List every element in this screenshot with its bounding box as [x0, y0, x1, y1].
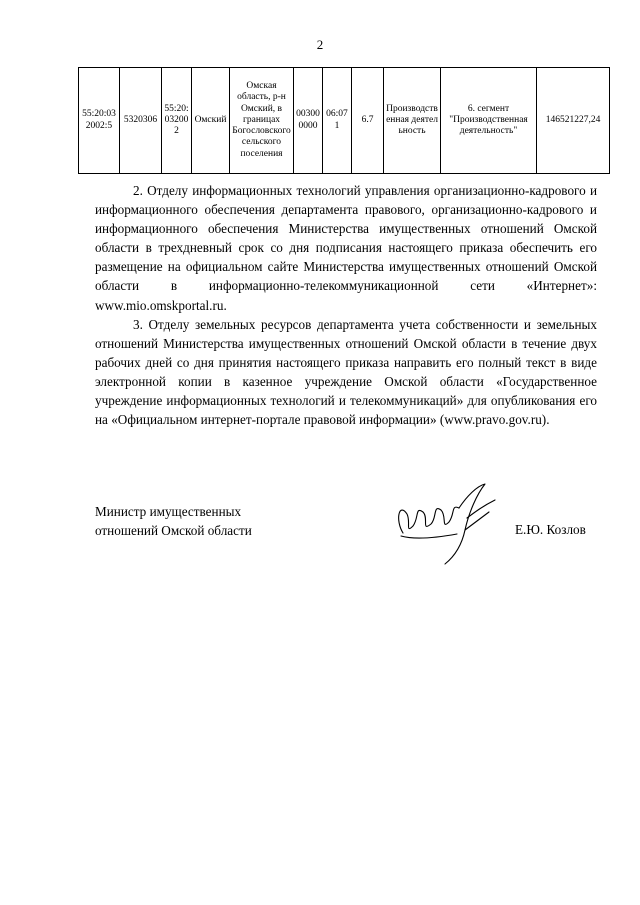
district-cell: Омский	[192, 68, 230, 174]
handwritten-signature-icon	[385, 478, 500, 568]
oktmo-cell: 003000000	[294, 68, 323, 174]
signer-position-line-2: отношений Омской области	[95, 523, 252, 538]
paragraph-2: 2. Отделу информационных технологий управления организационно-кадрового и информационного обеспечения департамента правового, организационно-кадрового и информационного обеспечения Министерства имущественных отношений Омской области в трехдневный срок со дня подписания настоящего приказа обеспечить его размещение на официальном сайте Министерства имущественных отношений Омской области в информационно-телекоммуникационной сети «Интернет»: www.mio.omskportal.ru.	[95, 183, 597, 313]
signer-name: Е.Ю. Козлов	[515, 522, 586, 537]
signer-position-line-1: Министр имущественных	[95, 504, 242, 519]
use-type-cell: Производственная деятельность	[384, 68, 441, 174]
use-code-cell: 6.7	[352, 68, 384, 174]
signer-position	[95, 502, 252, 540]
page-number: 2	[316, 37, 324, 52]
cadastral-number-cell: 55:20:032002:5	[79, 68, 120, 174]
cadastral-value-cell: 146521227,24	[537, 68, 610, 174]
cadastral-table	[78, 67, 610, 174]
quarter-number-cell: 55:20:032002	[162, 68, 192, 174]
table-row	[79, 68, 610, 174]
zone-code-cell: 06:071	[323, 68, 352, 174]
segment-cell: 6. сегмент "Производственная деятельность"	[441, 68, 537, 174]
code-cell: 5320306	[120, 68, 162, 174]
order-body	[95, 181, 597, 429]
paragraph-3: 3. Отделу земельных ресурсов департамента учета собственности и земельных отношений Министерства имущественных отношений Омской области в течение двух рабочих дней со дня принятия настоящего приказа направить его полный текст в виде электронной копии в казенное учреждение Омской области «Государственное учреждение информационных технологий и телекоммуникаций» для опубликования его на «Официальном интернет-портале правовой информации» (www.pravo.gov.ru).	[95, 316, 597, 428]
location-cell: Омская область, р-н Омский, в границах Богословского сельского поселения	[230, 68, 294, 174]
